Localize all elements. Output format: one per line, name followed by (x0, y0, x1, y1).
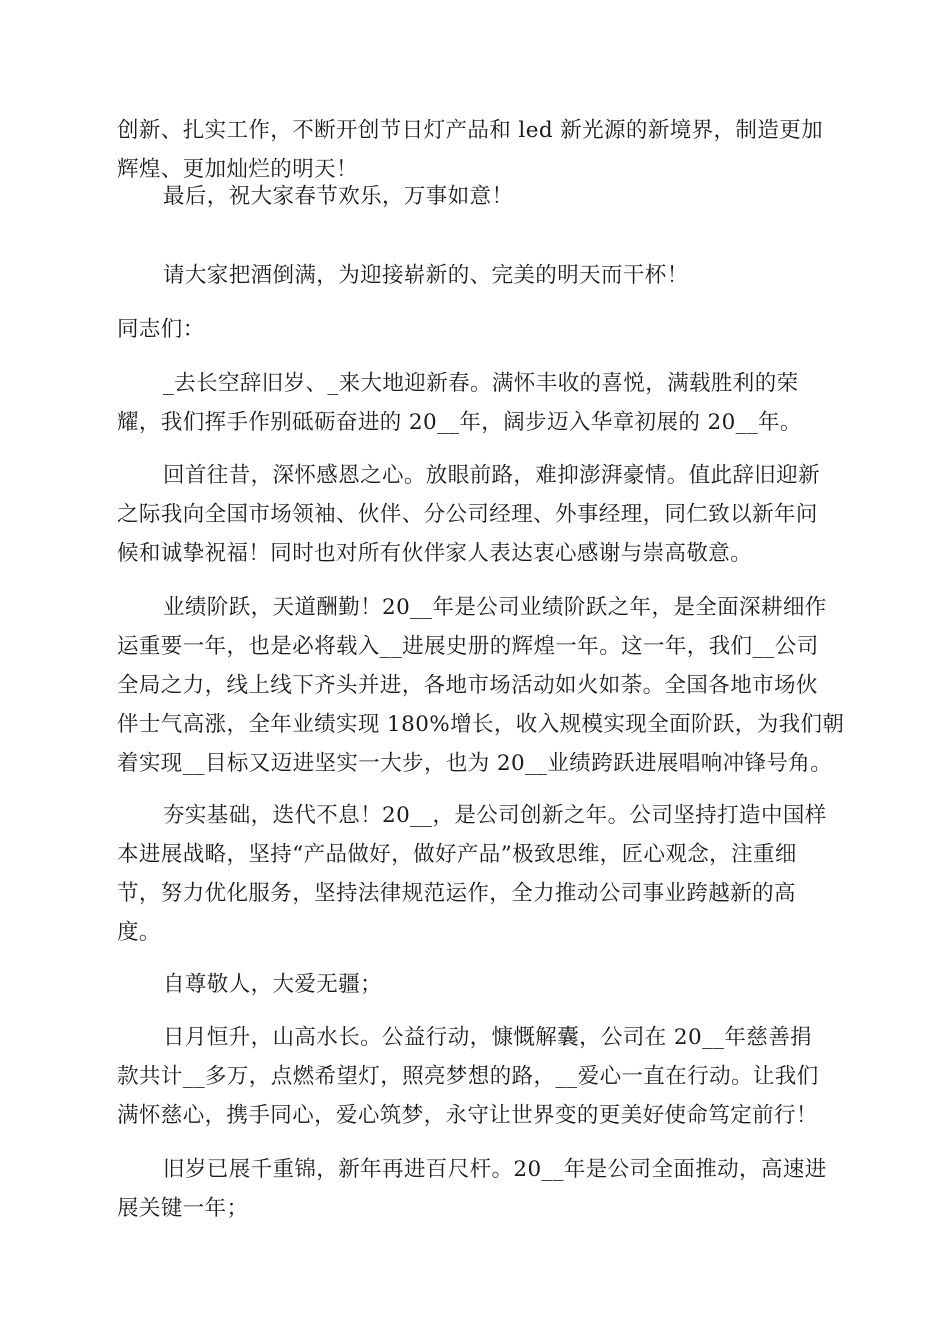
text-line: _去长空辞旧岁、_来大地迎新春。满怀丰收的喜悦，满载胜利的荣 (163, 371, 799, 396)
text-line: 满怀慈心，携手同心，爱心筑梦，永守让世界变的更美好使命笃定前行！ (117, 1103, 818, 1128)
text-line: 夯实基础，迭代不息！20__，是公司创新之年。公司坚持打造中国样 (163, 803, 827, 828)
text-line: 业绩阶跃，天道酬勤！20__年是公司业绩阶跃之年，是全面深耕细作 (163, 595, 827, 620)
paragraph-3 (117, 256, 835, 295)
text-line: 回首往昔，深怀感恩之心。放眼前路，难抑澎湃豪情。值此辞旧迎新 (163, 463, 821, 488)
text-line: 着实现__目标又迈进坚实一大步，也为 20__业绩跨跃进展唱响冲锋号角。 (117, 751, 833, 776)
text-line: 本进展战略，坚持“产品做好，做好产品”极致思维，匠心观念，注重细 (117, 842, 797, 867)
text-line: 节，努力优化服务，坚持法律规范运作，全力推动公司事业跨越新的高 (117, 881, 796, 906)
paragraph-11 (117, 1150, 835, 1228)
text-line: 度。 (117, 920, 161, 945)
text-line: 耀，我们挥手作别砥砺奋进的 20__年，阔步迈入华章初展的 20__年。 (117, 410, 802, 435)
paragraph-7 (117, 588, 845, 783)
text-line: 同志们： (117, 317, 205, 342)
text-line: 之际我向全国市场领袖、伙伴、分公司经理、外事经理，同仁致以新年问 (117, 502, 818, 527)
text-line: 自尊敬人，大爱无疆； (163, 972, 383, 997)
text-line: 展关键一年； (117, 1196, 249, 1221)
paragraph-6 (117, 456, 835, 573)
paragraph-4 (117, 310, 835, 349)
paragraph-8 (117, 796, 835, 952)
text-line: 创新、扎实工作，不断开创节日灯产品和 led 新光源的新境界，制造更加 (117, 118, 824, 143)
paragraph-2 (117, 177, 835, 216)
text-line: 辉煌、更加灿烂的明天！ (117, 157, 358, 182)
text-line: 全局之力，线上线下齐头并进，各地市场活动如火如荼。全国各地市场伙 (117, 673, 818, 698)
text-line: 请大家把酒倒满，为迎接崭新的、完美的明天而干杯！ (163, 263, 689, 288)
text-line: 运重要一年，也是必将载入__进展史册的辉煌一年。这一年，我们__公司 (117, 634, 819, 659)
text-line: 最后，祝大家春节欢乐，万事如意！ (163, 184, 514, 209)
text-line: 旧岁已展千重锦，新年再进百尺杆。20__年是公司全面推动，高速进 (163, 1157, 827, 1182)
paragraph-5 (117, 364, 835, 442)
text-line: 款共计__多万，点燃希望灯，照亮梦想的路，__爱心一直在行动。让我们 (117, 1064, 819, 1089)
text-line: 伴士气高涨，全年业绩实现 180%增长，收入规模实现全面阶跃，为我们朝 (117, 712, 845, 737)
text-line: 候和诚挚祝福！同时也对所有伙伴家人表达衷心感谢与崇高敬意。 (117, 541, 753, 566)
paragraph-9 (117, 965, 835, 1004)
text-line: 日月恒升，山高水长。公益行动，慷慨解囊，公司在 20__年慈善捐 (163, 1025, 812, 1050)
paragraph-10 (117, 1018, 835, 1135)
